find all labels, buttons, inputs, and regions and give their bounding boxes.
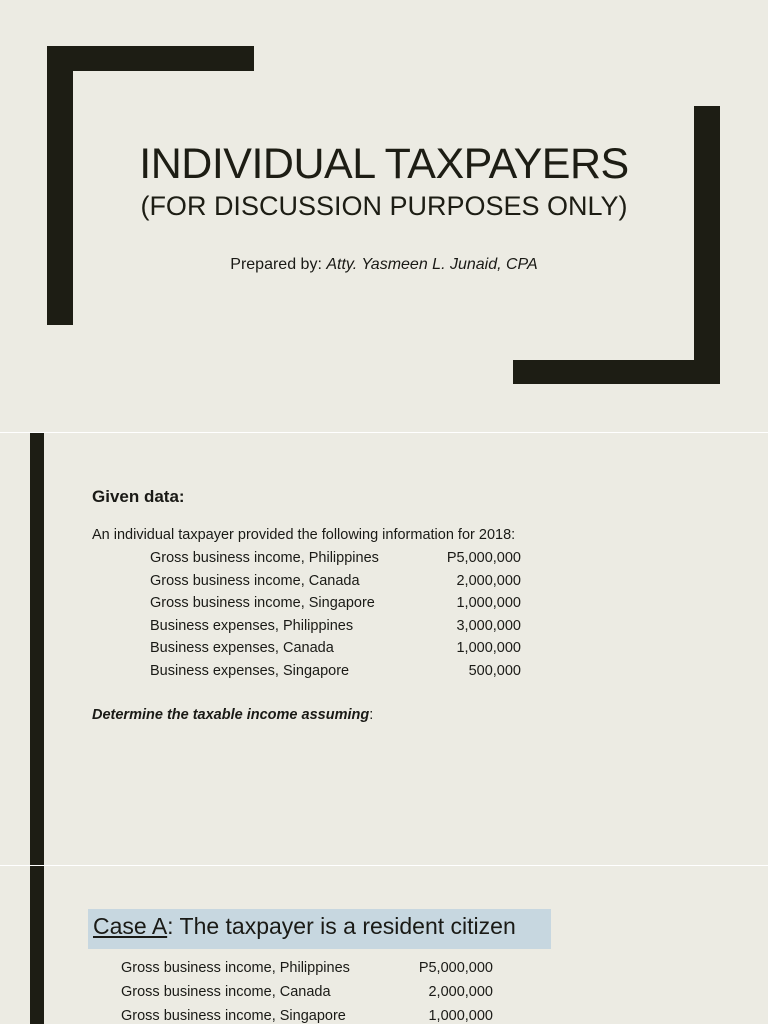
question-text [92, 707, 373, 723]
item-label: Gross business income, Philippines [150, 550, 379, 566]
item-amount: 500,000 [468, 662, 521, 679]
intro-text: An individual taxpayer provided the following information for 2018: [92, 527, 516, 543]
case-heading [93, 913, 516, 940]
question-colon: : [369, 707, 374, 723]
item-amount: 1,000,000 [456, 640, 521, 657]
prepared-by [0, 256, 768, 274]
item-amount: 2,000,000 [428, 984, 493, 1000]
item-amount: 3,000,000 [456, 617, 521, 634]
question-main: Determine the taxable income assuming [92, 707, 370, 723]
prepared-by-label: Prepared by: [230, 256, 327, 273]
case-description: : The taxpayer is a resident citizen [167, 913, 516, 939]
item-amount: P5,000,000 [418, 960, 493, 976]
bracket-bottom-right-horizontal [513, 360, 720, 384]
left-accent-bar [30, 433, 44, 865]
item-label: Business expenses, Philippines [150, 617, 354, 634]
case-a-slide [0, 866, 768, 1024]
title-slide [0, 0, 768, 432]
item-amount: P5,000,000 [446, 550, 521, 566]
slide-title: INDIVIDUAL TAXPAYERS [139, 140, 629, 188]
given-data-heading: Given data: [92, 487, 185, 506]
item-amount: 1,000,000 [456, 595, 521, 612]
item-label: Gross business income, Canada [121, 984, 331, 1000]
case-label: Case A [93, 913, 168, 939]
item-label: Business expenses, Canada [150, 640, 334, 657]
left-accent-bar [30, 866, 44, 1024]
item-label: Gross business income, Philippines [121, 960, 350, 976]
item-label: Gross business income, Singapore [150, 595, 375, 612]
item-label: Gross business income, Singapore [121, 1008, 346, 1024]
item-amount: 2,000,000 [456, 572, 521, 589]
preparer-name: Atty. Yasmeen L. Junaid, CPA [326, 256, 538, 273]
given-data-slide [0, 433, 768, 865]
bracket-top-left-horizontal [47, 46, 254, 71]
slide-subtitle: (FOR DISCUSSION PURPOSES ONLY) [140, 191, 628, 221]
item-label: Gross business income, Canada [150, 572, 360, 589]
case-heading-box [88, 909, 551, 949]
item-amount: 1,000,000 [428, 1008, 493, 1024]
item-label: Business expenses, Singapore [150, 662, 350, 679]
